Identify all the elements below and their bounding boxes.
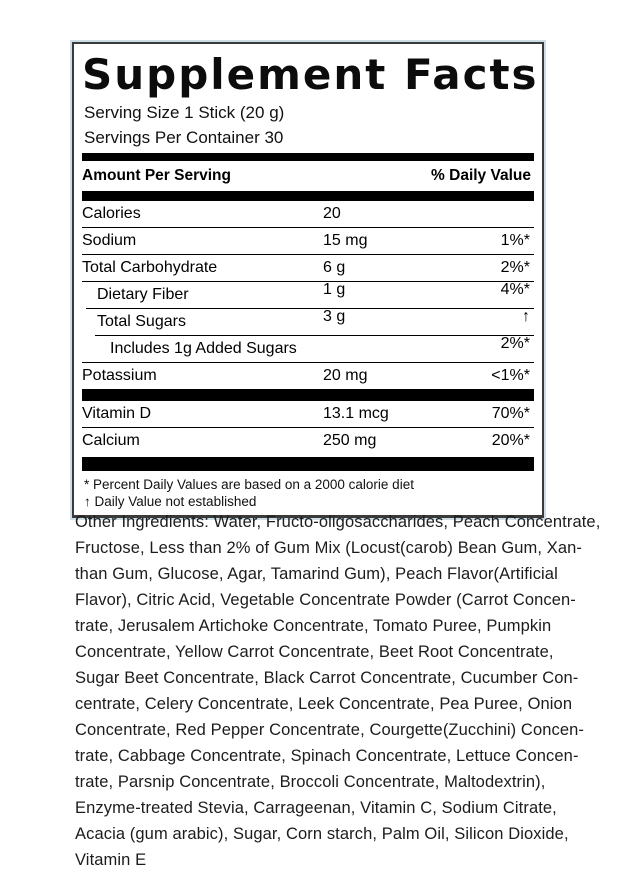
nutrient-name: Potassium (82, 367, 157, 384)
servings-per-container: Servings Per Container 30 (84, 128, 284, 147)
ingredients-line: Acacia (gum arabic), Sugar, Corn starch, Palm Oil, Silicon Dioxide, (75, 825, 569, 843)
panel-title: Supplement Facts (82, 50, 539, 99)
nutrient-name: Vitamin D (82, 405, 152, 422)
table-row-added-sugars (82, 336, 534, 362)
ingredients-line: Concentrate, Yellow Carrot Concentrate, Beet Root Concentrate, (75, 643, 554, 661)
table-row-potassium (82, 363, 534, 389)
nutrient-amount: 3 g (323, 308, 346, 325)
header-daily-value: % Daily Value (431, 167, 531, 184)
header-amount-per-serving: Amount Per Serving (82, 167, 231, 184)
nutrient-dv: 70%* (491, 405, 530, 422)
ingredients-line: Enzyme-treated Stevia, Carrageenan, Vitamin C, Sodium Citrate, (75, 799, 557, 817)
divider-bar-thick (82, 191, 534, 201)
nutrient-amount: 20 mg (323, 367, 368, 384)
nutrient-amount: 20 (323, 205, 341, 222)
table-row-calcium (82, 428, 534, 454)
ingredients-line: trate, Jerusalem Artichoke Concentrate, Tomato Puree, Pumpkin (75, 617, 552, 635)
ingredients-line: Flavor), Citric Acid, Vegetable Concentrate Powder (Carrot Concen- (75, 591, 576, 609)
ingredients-line: trate, Parsnip Concentrate, Broccoli Concentrate, Maltodextrin), (75, 773, 546, 791)
nutrient-name: Dietary Fiber (97, 286, 189, 303)
table-row-vitamin-d (82, 401, 534, 427)
nutrient-dv: 4%* (500, 281, 530, 298)
divider-bar-thick (82, 153, 534, 161)
nutrient-name: Total Sugars (97, 313, 186, 330)
serving-size: Serving Size 1 Stick (20 g) (84, 103, 285, 122)
table-row-calories (82, 201, 534, 227)
divider-bar-thick (82, 389, 534, 401)
ingredients-line: centrate, Celery Concentrate, Leek Concentrate, Pea Puree, Onion (75, 695, 573, 713)
nutrient-dv: 1%* (500, 232, 530, 249)
footnote-dv-not-established: ↑ Daily Value not established (84, 494, 257, 509)
table-row-total-sugars (82, 309, 534, 335)
nutrient-amount: 15 mg (323, 232, 368, 249)
nutrient-amount: 250 mg (323, 432, 377, 449)
other-ingredients-paragraph (75, 509, 620, 873)
table-header-row (82, 161, 534, 191)
footnote-daily-values: * Percent Daily Values are based on a 2000 calorie diet (84, 477, 414, 492)
ingredients-line: Vitamin E (75, 851, 147, 869)
nutrient-dv: <1%* (491, 367, 530, 384)
nutrient-dv: 2%* (500, 259, 530, 276)
table-row-total-carbohydrate (82, 255, 534, 281)
ingredients-line: Other Ingredients: Water, Fructo-oligosaccharides, Peach Concentrate, (75, 513, 601, 531)
nutrient-dv: 20%* (491, 432, 530, 449)
ingredients-line: Concentrate, Red Pepper Concentrate, Courgette(Zucchini) Concen- (75, 721, 584, 739)
footnotes (82, 471, 534, 513)
table-row-dietary-fiber (82, 282, 534, 308)
ingredients-line: than Gum, Glucose, Agar, Tamarind Gum), Peach Flavor(Artificial (75, 565, 558, 583)
nutrient-name: Calories (82, 205, 141, 222)
supplement-facts-panel (72, 42, 544, 518)
table-row-sodium (82, 228, 534, 254)
nutrient-amount: 13.1 mcg (323, 405, 389, 422)
nutrient-name: Total Carbohydrate (82, 259, 218, 276)
nutrient-amount: 1 g (323, 281, 346, 298)
ingredients-line: Sugar Beet Concentrate, Black Carrot Concentrate, Cucumber Con- (75, 669, 579, 687)
ingredients-line: trate, Cabbage Concentrate, Spinach Concentrate, Lettuce Concen- (75, 747, 579, 765)
nutrient-name: Calcium (82, 432, 140, 449)
nutrient-dv: 2%* (500, 335, 530, 352)
nutrient-name: Includes 1g Added Sugars (110, 340, 297, 357)
nutrient-name: Sodium (82, 232, 137, 249)
nutrient-dv: ↑ (522, 308, 530, 325)
ingredients-line: Fructose, Less than 2% of Gum Mix (Locust(carob) Bean Gum, Xan- (75, 539, 583, 557)
nutrient-amount: 6 g (323, 259, 346, 276)
divider-bar-thick (82, 457, 534, 471)
